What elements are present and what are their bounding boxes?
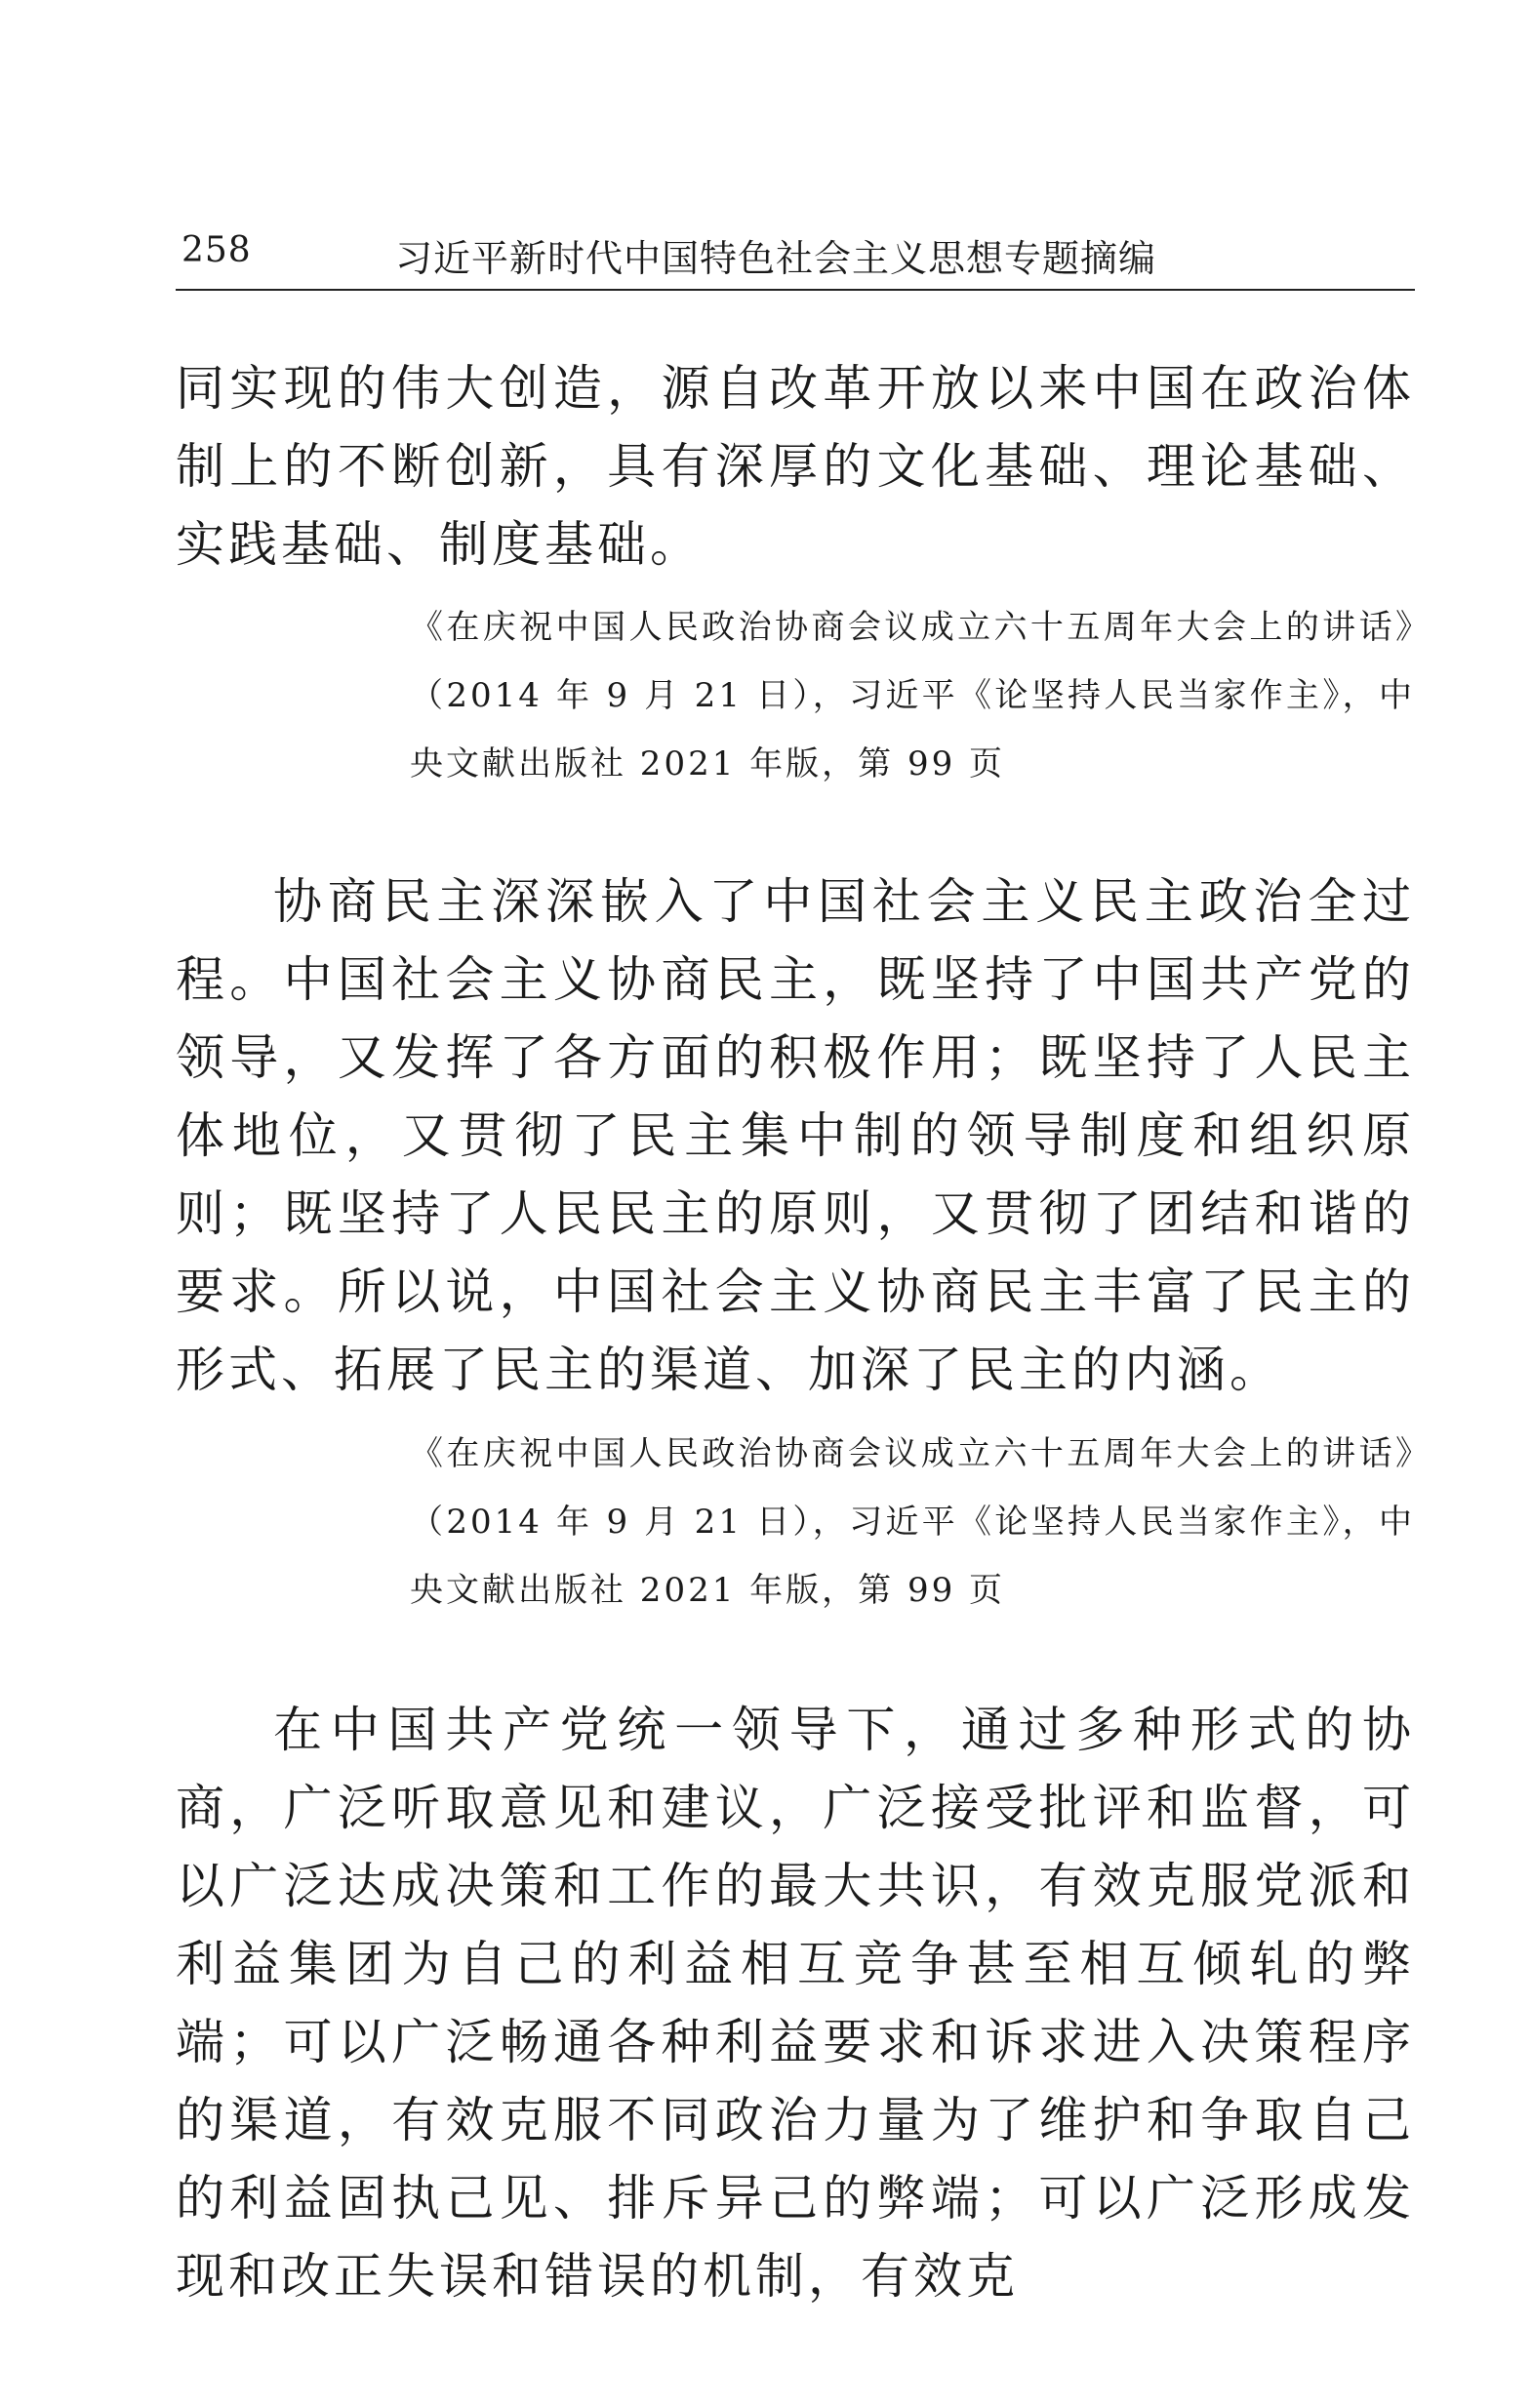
paragraph-1: 同实现的伟大创造，源自改革开放以来中国在政治体制上的不断创新，具有深厚的文化基础、理论基础、实践基础、制度基础。 xyxy=(176,360,1415,573)
page-header xyxy=(176,221,1415,291)
paragraph-3: 在中国共产党统一领导下，通过多种形式的协商，广泛听取意见和建议，广泛接受批评和监督，可以广泛达成决策和工作的最大共识，有效克服党派和利益集团为自己的利益相互竞争甚至相互倾轧的弊端；可以广泛畅通各种利益要求和诉求进入决策程序的渠道，有效克服不同政治力量为了维护和争取自己的利益固执己见、排斥异己的弊端；可以广泛形成发现和改正失误和错误的机制，有效克 xyxy=(176,1702,1415,2305)
page-number: 258 xyxy=(181,230,252,270)
running-title: 习近平新时代中国特色社会主义思想专题摘编 xyxy=(395,237,1157,280)
citation-1: 《在庆祝中国人民政治协商会议成立六十五周年大会上的讲话》（2014 年 9 月 21 日），习近平《论坚持人民当家作主》，中央文献出版社 2021 年版，第 99 页 xyxy=(410,608,1415,783)
paragraph-2: 协商民主深深嵌入了中国社会主义民主政治全过程。中国社会主义协商民主，既坚持了中国共产党的领导，又发挥了各方面的积极作用；既坚持了人民主体地位，又贯彻了民主集中制的领导制度和组织原则；既坚持了人民民主的原则，又贯彻了团结和谐的要求。所以说，中国社会主义协商民主丰富了民主的形式、拓展了民主的渠道、加深了民主的内涵。 xyxy=(176,873,1415,1398)
citation-2: 《在庆祝中国人民政治协商会议成立六十五周年大会上的讲话》（2014 年 9 月 21 日），习近平《论坚持人民当家作主》，中央文献出版社 2021 年版，第 99 页 xyxy=(410,1434,1415,1610)
